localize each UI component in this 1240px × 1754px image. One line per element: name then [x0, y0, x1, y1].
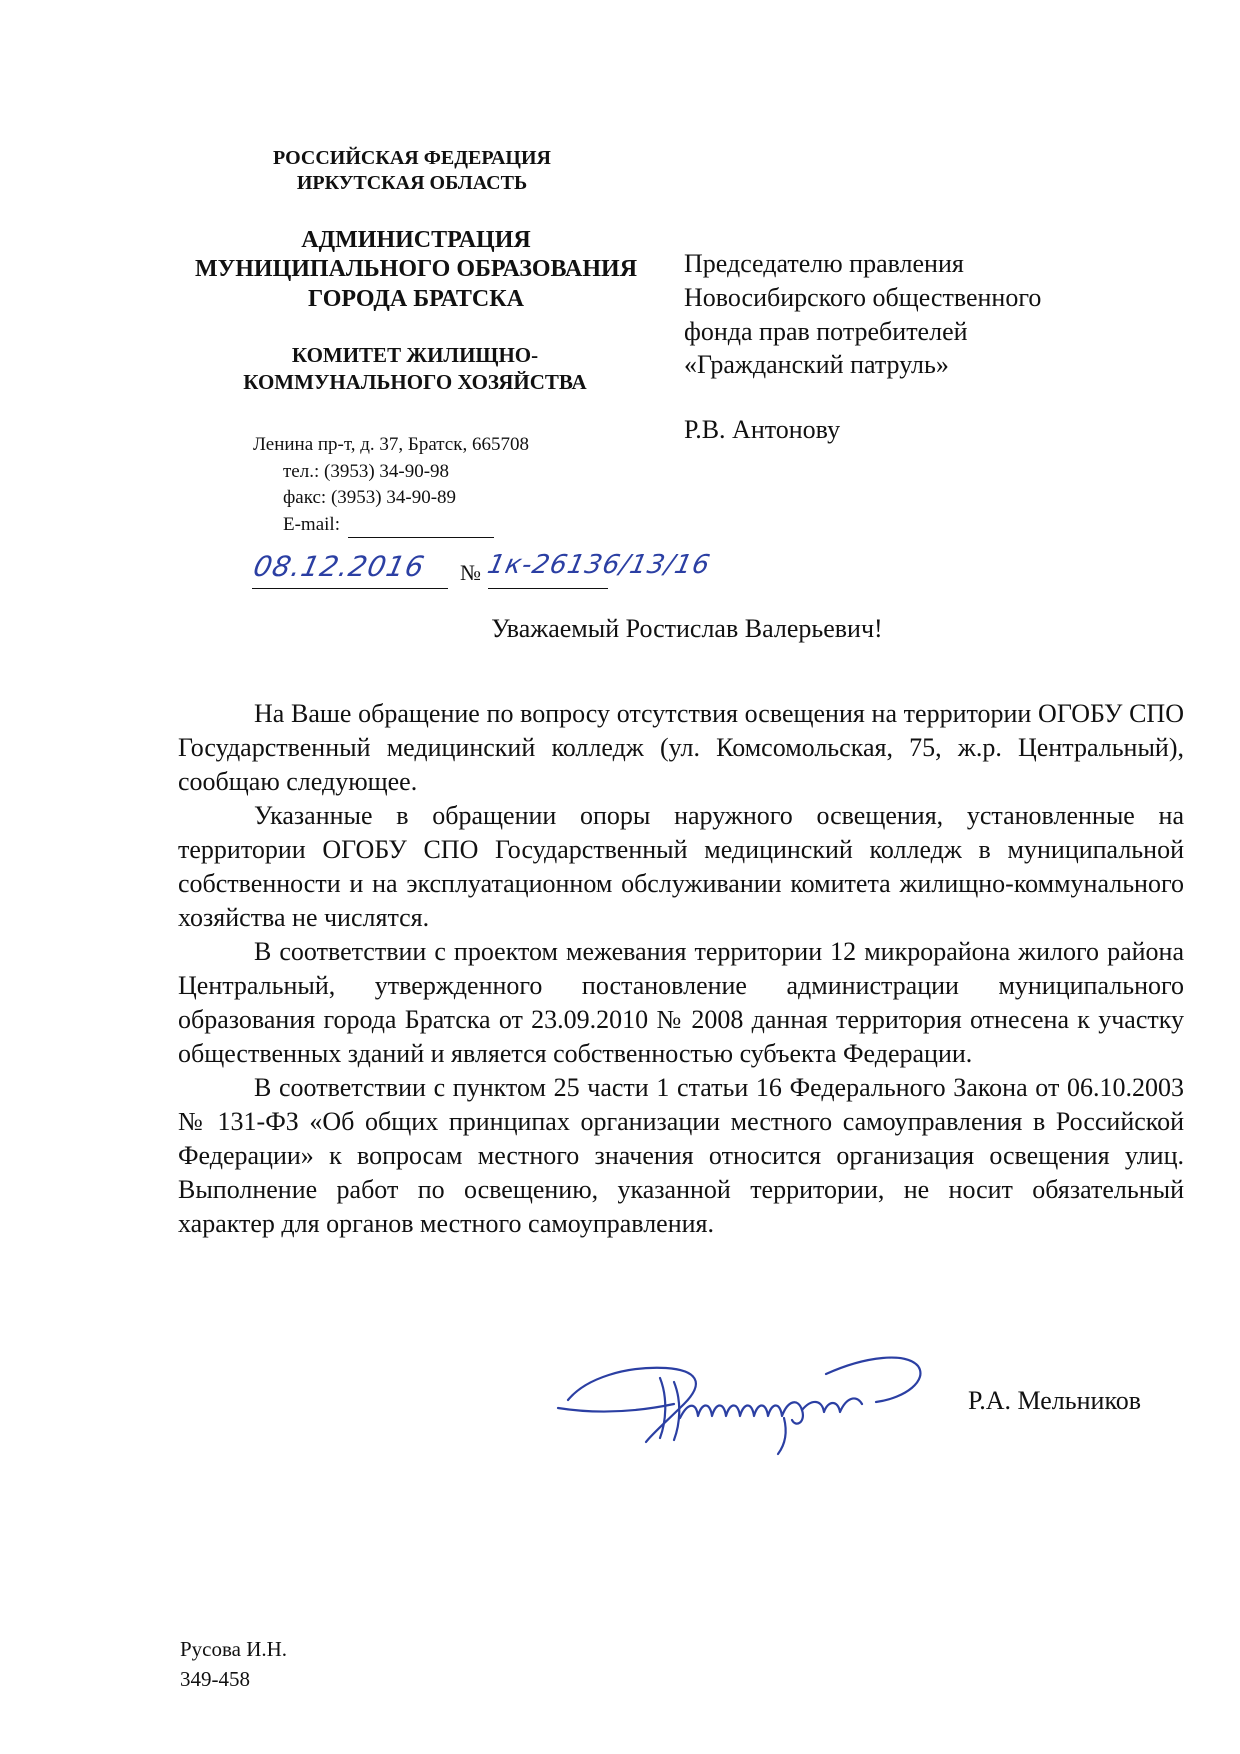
letterhead-country — [232, 146, 592, 196]
executor-phone: 349-458 — [180, 1667, 250, 1692]
recipient-line: Председателю правления — [684, 249, 964, 278]
registration-date: 08.12.2016 — [250, 550, 428, 583]
admin-line: ГОРОДА БРАТСКА — [308, 285, 524, 312]
registration-number: 1к-26136/13/16 — [484, 550, 714, 580]
signature-icon — [556, 1338, 926, 1458]
executor-name: Русова И.Н. — [180, 1637, 288, 1661]
region-line: ИРКУТСКАЯ ОБЛАСТЬ — [296, 172, 528, 194]
sender-fax: факс: (3953) 34-90-89 — [283, 487, 457, 509]
sender-email-label: E-mail: — [283, 513, 340, 535]
registration-line — [252, 550, 732, 594]
body-paragraph: На Ваше обращение по вопросу отсутствия освещения на территории ОГОБУ СПО Государственный медицинский колледж (ул. Комсомольская, 75, ж.р. Центральный), сообщаю следующее. — [178, 699, 1184, 796]
recipient-line: Новосибирского общественного — [684, 282, 1042, 312]
date-underline — [252, 588, 448, 589]
number-underline — [488, 588, 608, 589]
salutation: Уважаемый Ростислав Валерьевич! — [491, 614, 883, 643]
letterhead-committee — [200, 342, 630, 397]
body-paragraph: В соответствии с проектом межевания территории 12 микрорайона жилого района Центральный, утвержденного постановление администрации муниципального образования города Братска от 23.09.2010 № 2008 данная территория отнесена к участку общественных зданий и является собственностью субъекта Федерации. — [178, 937, 1184, 1068]
admin-line: АДМИНИСТРАЦИЯ — [301, 227, 531, 253]
sender-contacts — [253, 432, 529, 538]
sender-email-row — [253, 512, 529, 539]
letter-body — [178, 697, 1184, 1241]
recipient-line: фонда прав потребителей — [684, 316, 968, 346]
admin-line: МУНИЦИПАЛЬНОГО ОБРАЗОВАНИЯ — [194, 256, 638, 283]
email-blank-line — [348, 519, 494, 538]
signer-name: Р.А. Мельников — [968, 1386, 1142, 1415]
recipient-line: «Гражданский патруль» — [684, 350, 949, 380]
committee-line: КОМИТЕТ ЖИЛИЩНО- — [291, 343, 539, 367]
body-paragraph: Указанные в обращении опоры наружного освещения, установленные на территории ОГОБУ СПО Государственный медицинский колледж в муниципальной собственности и на эксплуатационном обслуживании комитета жилищно-коммунального хозяйства не числятся. — [178, 801, 1184, 932]
signature-image — [556, 1338, 926, 1463]
registration-number-label: № — [460, 560, 481, 585]
committee-line: КОММУНАЛЬНОГО ХОЗЯЙСТВА — [243, 370, 587, 395]
country-line: РОССИЙСКАЯ ФЕДЕРАЦИЯ — [272, 147, 551, 169]
sender-phone: тел.: (3953) 34-90-98 — [283, 460, 450, 482]
sender-address: Ленина пр-т, д. 37, Братск, 665708 — [253, 434, 529, 455]
letterhead-administration — [176, 226, 656, 314]
recipient-block — [684, 247, 1041, 382]
recipient-name: Р.В. Антонову — [684, 415, 841, 444]
body-paragraph: В соответствии с пунктом 25 части 1 статьи 16 Федерального Закона от 06.10.2003 № 131-ФЗ «Об общих принципах организации местного самоуправления в Российской Федерации» к вопросам местного значения относится организация освещения улиц. Выполнение работ по освещению, указанной территории, не носит обязательный характер для органов местного самоуправления. — [178, 1073, 1184, 1238]
executor-block — [180, 1634, 287, 1695]
